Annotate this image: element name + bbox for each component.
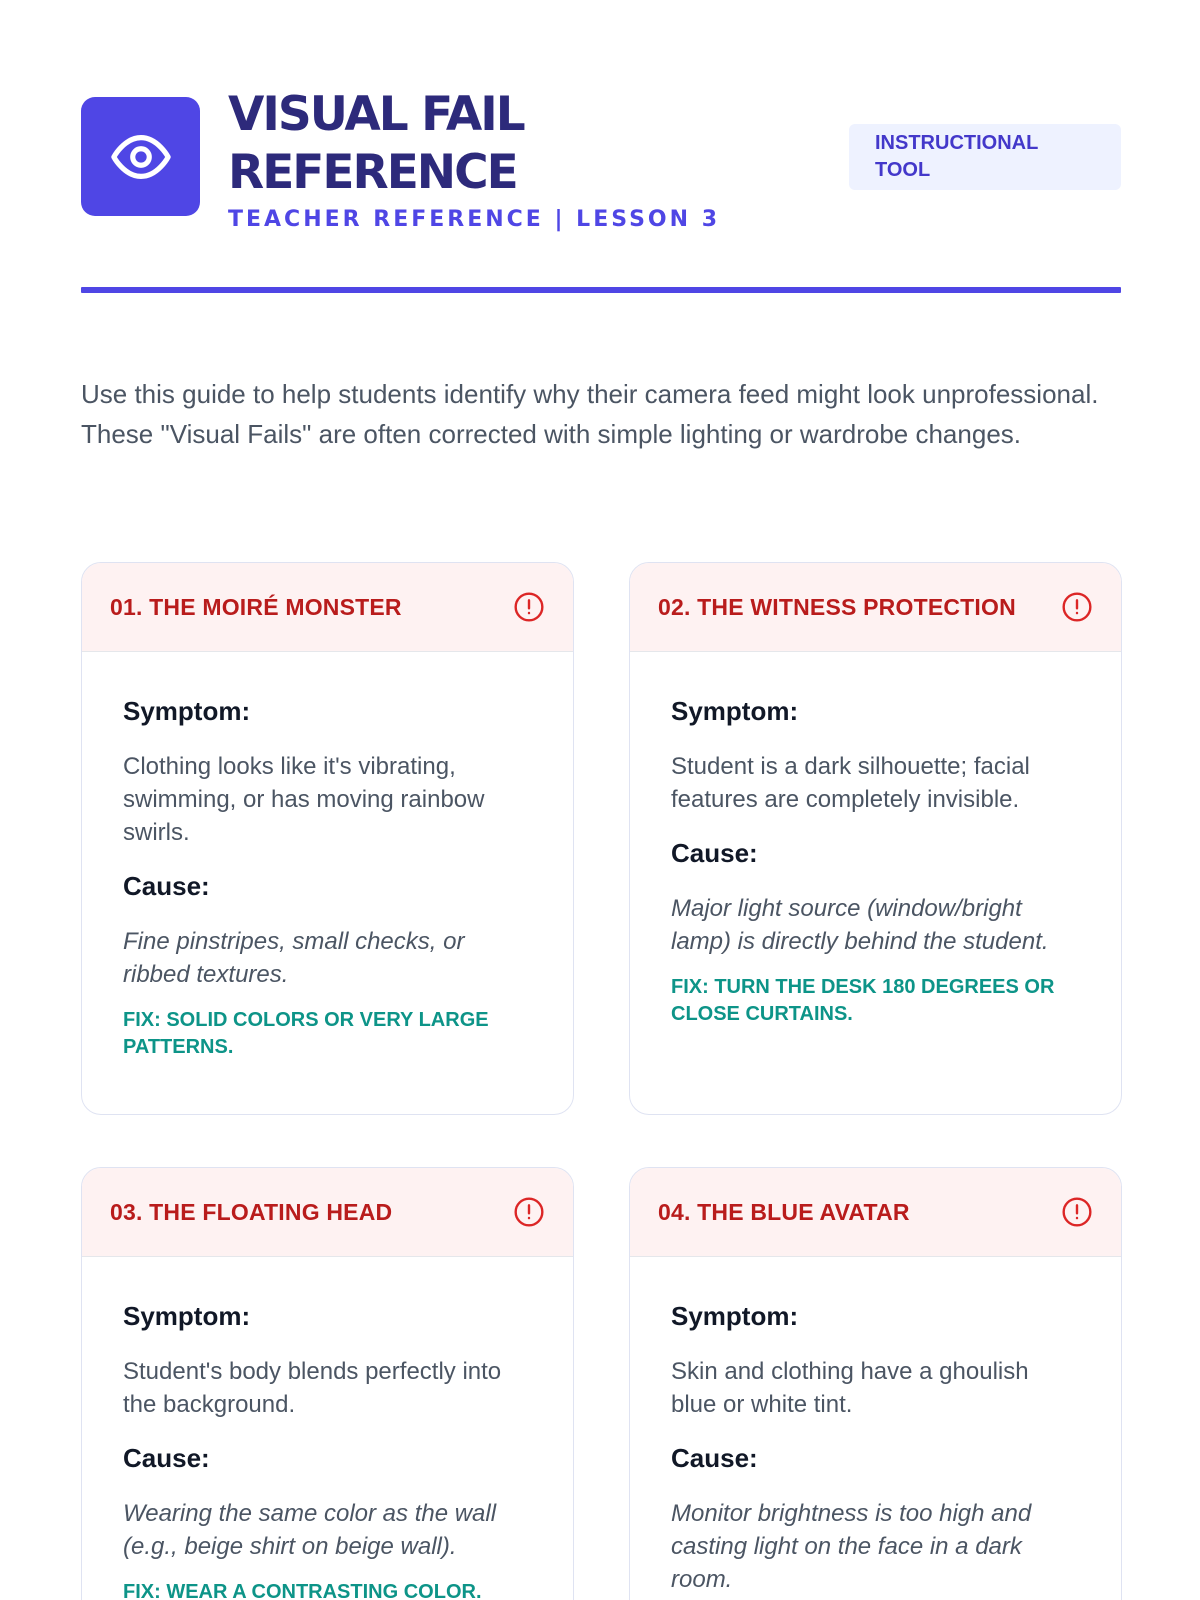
fail-card-witness-protection (629, 562, 1122, 1115)
alert-circle-icon (513, 1196, 545, 1228)
card-body (82, 1257, 573, 1600)
card-body (82, 652, 573, 1101)
fail-card-floating-head (81, 1167, 574, 1600)
page-subtitle: TEACHER REFERENCE | LESSON 3 (228, 207, 721, 232)
cause-label: Cause: (671, 1443, 758, 1473)
card-header (82, 1168, 573, 1257)
cause-label: Cause: (123, 871, 210, 901)
cause-label: Cause: (123, 1443, 210, 1473)
card-title: 04. THE BLUE AVATAR (658, 1198, 910, 1225)
cause-text: Fine pinstripes, small checks, or ribbed textures. (123, 928, 465, 988)
symptom-text: Student is a dark silhouette; facial features are completely invisible. (671, 753, 1030, 813)
cause-text: Major light source (window/bright lamp) is directly behind the student. (671, 895, 1049, 955)
card-title: 03. THE FLOATING HEAD (110, 1198, 393, 1225)
card-header (630, 563, 1121, 652)
cause-text: Wearing the same color as the wall (e.g., beige shirt on beige wall). (123, 1500, 497, 1560)
page-header (81, 86, 1121, 232)
symptom-label: Symptom: (671, 696, 799, 726)
fix-text: FIX: TURN THE DESK 180 DEGREES OR CLOSE CURTAINS. (671, 976, 1055, 1025)
fix-text: FIX: WEAR A CONTRASTING COLOR. (123, 1581, 482, 1600)
card-header (82, 563, 573, 652)
title-block (228, 86, 720, 232)
symptom-label: Symptom: (123, 1301, 251, 1331)
fail-card-moire-monster (81, 562, 574, 1115)
instructional-tool-badge (849, 124, 1121, 190)
symptom-label: Symptom: (123, 696, 251, 726)
alert-circle-icon (513, 591, 545, 623)
fix-text: FIX: SOLID COLORS OR VERY LARGE PATTERNS. (123, 1009, 489, 1058)
card-title: 01. THE MOIRÉ MONSTER (110, 593, 402, 620)
card-header (630, 1168, 1121, 1257)
badge-label: INSTRUCTIONAL TOOL (875, 132, 1038, 181)
cause-label: Cause: (671, 838, 758, 868)
symptom-label: Symptom: (671, 1301, 799, 1331)
symptom-text: Student's body blends perfectly into the background. (123, 1358, 502, 1418)
alert-circle-icon (1061, 1196, 1093, 1228)
cause-text: Monitor brightness is too high and casting light on the face in a dark room. (671, 1500, 1032, 1593)
symptom-text: Clothing looks like it's vibrating, swimming, or has moving rainbow swirls. (123, 753, 485, 846)
intro-paragraph: Use this guide to help students identify why their camera feed might look unprofessional. These "Visual Fails" are often corrected with simple lighting or wardrobe changes. (81, 379, 1099, 449)
alert-circle-icon (1061, 591, 1093, 623)
page-title: VISUAL FAIL REFERENCE (228, 87, 524, 200)
card-title: 02. THE WITNESS PROTECTION (658, 593, 1016, 620)
symptom-text: Skin and clothing have a ghoulish blue or white tint. (671, 1358, 1029, 1418)
eye-icon (110, 126, 172, 188)
fail-card-blue-avatar (629, 1167, 1122, 1600)
card-body (630, 652, 1121, 1068)
header-divider (81, 287, 1121, 293)
logo-tile (81, 97, 200, 216)
card-body (630, 1257, 1121, 1600)
